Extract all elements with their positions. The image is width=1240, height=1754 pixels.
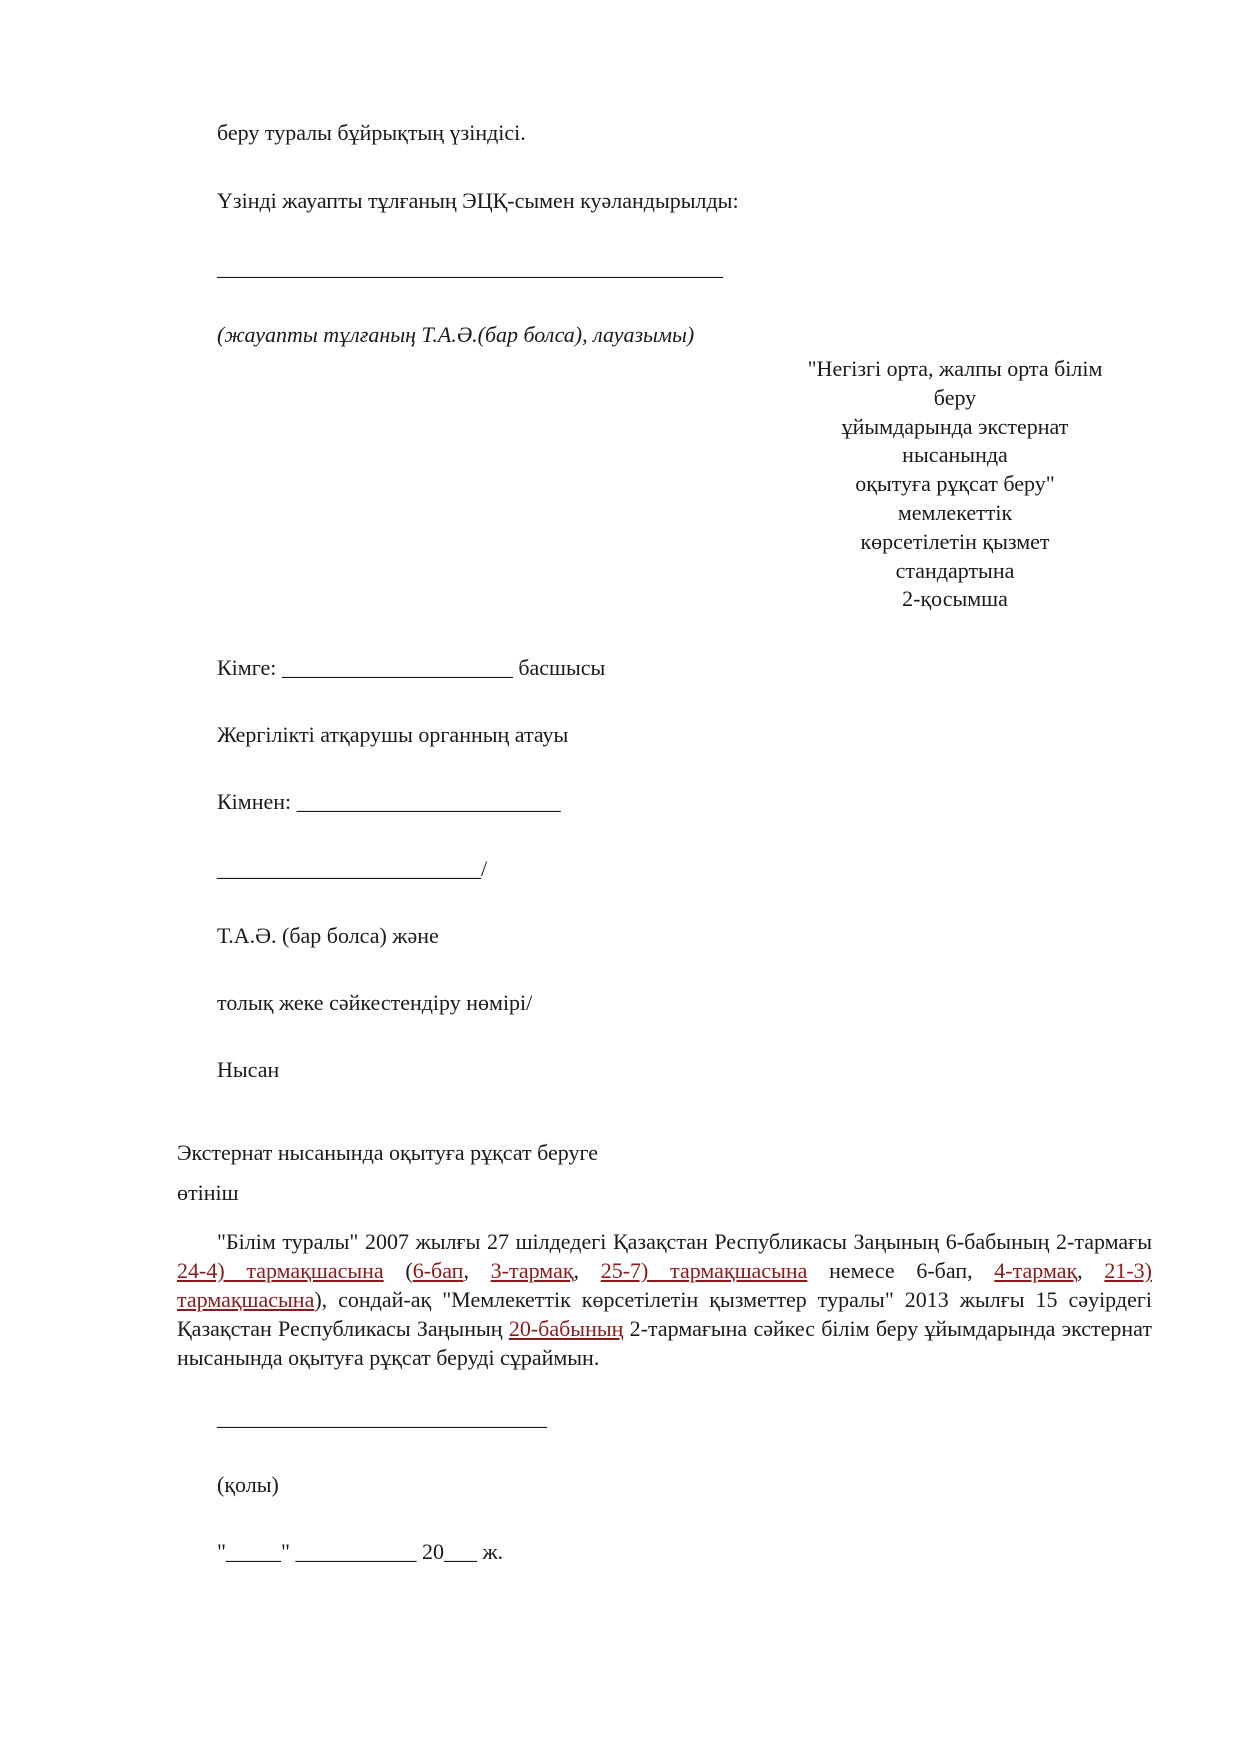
application-paragraph: [177, 1227, 1152, 1372]
annex-line: "Негізгі орта, жалпы орта білім: [807, 356, 1103, 381]
paragraph-text: ,: [1077, 1258, 1105, 1283]
document-subtitle: өтініш: [177, 1180, 239, 1205]
iin-label: толық жеке сәйкестендіру нөмірі/: [217, 990, 533, 1015]
paragraph-text: "Білім туралы" 2007 жылғы 27 шілдедегі Қазақстан Республикасы Заңының 6-бабының 2-тармағы: [217, 1229, 1152, 1254]
law-link-article-6[interactable]: 6-бап: [412, 1258, 464, 1283]
annex-header: [790, 355, 1120, 614]
fio-label: Т.А.Ә. (бар болса) және: [217, 923, 439, 948]
recipient-field: Кімге: _____________________ басшысы: [217, 655, 606, 680]
document-title: Экстернат нысанында оқытуға рұқсат беруге: [177, 1140, 599, 1165]
annex-line: ұйымдарында экстернат: [841, 413, 1069, 439]
law-link-clause-4[interactable]: 4-тармақ: [994, 1258, 1078, 1283]
paragraph-text: 2-тармағына сәйкес білім беру ұйымдарында экстернат нысанында оқытуға рұқсат беруді сұраймын.: [177, 1316, 1152, 1370]
sender-field: Кімнен: ________________________: [217, 789, 561, 814]
paragraph-text: немесе 6-бап,: [807, 1258, 995, 1283]
sender-blank-line: ________________________/: [217, 856, 488, 881]
certified-text-line: Үзінді жауапты тұлғаның ЭЦҚ-сымен куәландырылды:: [217, 188, 739, 213]
responsible-signature-line: ______________________________________________: [217, 255, 723, 280]
extract-text-line: беру туралы бұйрықтың үзіндісі.: [217, 120, 526, 145]
responsible-person-caption: (жауапты тұлғаның Т.А.Ә.(бар болса), лауазымы): [217, 322, 695, 347]
law-link-24-4[interactable]: 24-4) тармақшасына: [177, 1258, 384, 1283]
annex-line: 2-қосымша: [902, 586, 1008, 612]
paragraph-text: ,: [463, 1258, 491, 1283]
annex-line: стандартына: [895, 557, 1015, 583]
annex-line: көрсетілетін қызмет: [860, 528, 1050, 554]
paragraph-text: ), сондай-ақ "Мемлекеттік көрсетілетін қызметтер туралы" 2013 жылғы 15 сәуірдегі Қазақстан Республикасы Заңының: [177, 1287, 1152, 1341]
local-organ-label: Жергілікті атқарушы органның атауы: [217, 722, 569, 747]
paragraph-text: (: [383, 1258, 413, 1283]
signature-caption: (қолы): [217, 1472, 279, 1497]
paragraph-text: ,: [573, 1258, 601, 1283]
form-label: Нысан: [217, 1057, 280, 1082]
applicant-signature-line: ______________________________: [217, 1405, 547, 1430]
law-link-article-20[interactable]: 20-бабының: [508, 1316, 624, 1341]
annex-line: мемлекеттік: [897, 499, 1013, 525]
annex-line: нысанында: [902, 442, 1008, 468]
law-link-25-7[interactable]: 25-7) тармақшасына: [600, 1258, 808, 1283]
date-line: "_____" ___________ 20___ ж.: [217, 1539, 504, 1564]
law-link-21-3[interactable]: 21-3) тармақшасына: [177, 1258, 1153, 1312]
law-link-clause-3[interactable]: 3-тармақ: [490, 1258, 574, 1283]
annex-line: оқытуға рұқсат беру": [855, 471, 1055, 497]
annex-line: беру: [933, 384, 977, 410]
